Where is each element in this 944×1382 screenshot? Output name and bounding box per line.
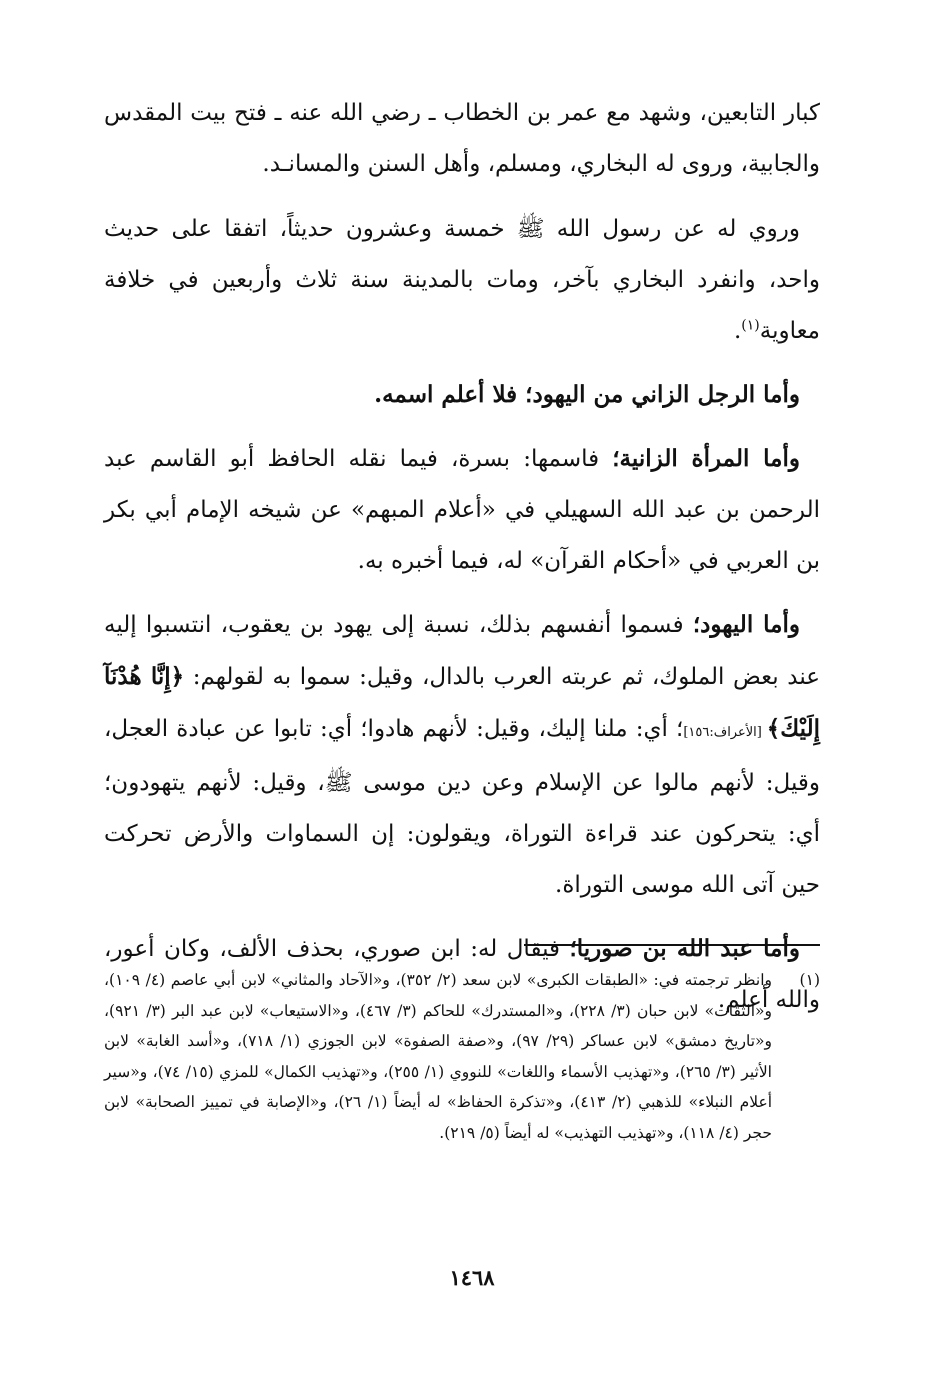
paragraph-5-text-2: ؛ أي: ملنا إليك، وقيل: لأنهم هادوا؛ أي: تابوا عن عبادة العجل، وقيل: لأنهم مالوا عن الإسلام وعن دين موسى ﷺ، وقيل: لأنهم يتهودون؛ أي: يتحركون عند قراءة التوراة، ويقولون: إن السماوات والأرض تحركت حين آتى الله موسى التوراة. — [104, 716, 820, 898]
footnote-marker[interactable]: (١) — [741, 317, 760, 334]
footnote-number: (١) — [799, 971, 820, 989]
paragraph-2 — [104, 204, 820, 357]
paragraph-6-lead: وأما عبد الله بن صوريا؛ — [569, 935, 800, 962]
footnote-text: وانظر ترجمته في: «الطبقات الكبرى» لابن سعد (٢/ ٣٥٢)، و«الآحاد والمثاني» لابن أبي عاصم (٤/ ١٠٩)، و«الثقات» لابن حبان (٣/ ٢٢٨)، و«المستدرك» للحاكم (٣/ ٤٦٧)، و«الاستيعاب» لابن عبد البر (٣/ ٩٢١)، و«تاريخ دمشق» لابن عساكر (٢٩/ ٩٧)، و«صفة الصفوة» لابن الجوزي (١/ ٧١٨)، و«أسد الغابة» لابن الأثير (٣/ ٢٦٥)، و«تهذيب الأسماء واللغات» للنووي (١/ ٢٥٥)، و«تهذيب الكمال» للمزي (١٥/ ٧٤)، و«سير أعلام النبلاء» للذهبي (٢/ ٤١٣)، و«تذكرة الحفاظ» له أيضاً (١/ ٢٦)، و«الإصابة في تمييز الصحابة» لابن حجر (٤/ ١١٨)، و«تهذيب التهذيب» له أيضاً (٥/ ٢١٩). — [104, 971, 773, 1142]
paragraph-2-text: وروي له عن رسول الله ﷺ خمسة وعشرون حديثاً، اتفقا على حديث واحد، وانفرد البخاري بآخر، ومات بالمدينة سنة ثلاث وأربعين في خلافة معاوية — [104, 216, 820, 344]
paragraph-4-lead: وأما المرأة الزانية؛ — [612, 445, 800, 472]
page-number: ١٤٦٨ — [449, 1265, 495, 1290]
paragraph-4-text: فاسمها: بسرة، فيما نقله الحافظ أبو القاسم عبد الرحمن بن عبد الله السهيلي في «أعلام المبهم» عن شيخه الإمام أبي بكر بن العربي في «أحكام القرآن» له، فيما أخبره به. — [104, 446, 820, 574]
quran-verse: ﴿إِنَّا هُدْنَآ إِلَيْكَ﴾ — [104, 663, 820, 742]
paragraph-3 — [104, 369, 820, 421]
paragraph-1-text: كبار التابعين، وشهد مع عمر بن الخطاب ـ رضي الله عنه ـ فتح بيت المقدس والجابية، وروى له البخاري، ومسلم، وأهل السنن والمسانـد. — [104, 100, 820, 177]
paragraph-2-end: . — [733, 318, 742, 344]
footnote-separator — [524, 944, 820, 946]
main-text — [104, 88, 820, 1038]
paragraph-3-lead: وأما الرجل الزاني من اليهود؛ فلا أعلم اسمه. — [374, 381, 800, 408]
footnote — [104, 965, 820, 1148]
paragraph-4 — [104, 433, 820, 587]
verse-reference: [الأعراف:١٥٦] — [683, 725, 767, 740]
paragraph-5 — [104, 599, 820, 911]
paragraph-5-lead: وأما اليهود؛ — [692, 611, 800, 638]
paragraph-5-text-1: فسموا أنفسهم بذلك، نسبة إلى يهود بن يعقوب، انتسبوا إليه عند بعض الملوك، ثم عربته العرب بالدال، وقيل: سموا به لقولهم: — [104, 612, 820, 690]
paragraph-6-text: فيقال له: ابن صوري، بحذف الألف، وكان أعور، والله أعلم. — [104, 936, 820, 1013]
paragraph-1 — [104, 88, 820, 190]
